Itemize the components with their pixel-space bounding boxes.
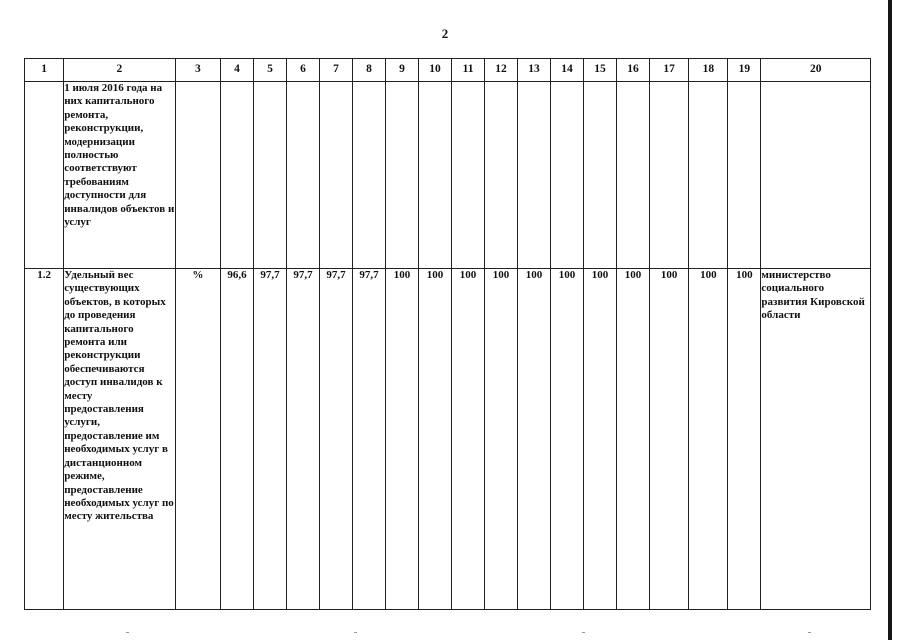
unit-cell: % bbox=[175, 269, 220, 610]
value-cell: 100 bbox=[551, 269, 584, 610]
empty-cell bbox=[320, 82, 353, 269]
row-number-cell bbox=[25, 82, 64, 269]
value-cell: 100 bbox=[386, 269, 419, 610]
value-cell: 96,6 bbox=[221, 269, 254, 610]
value-cell: 100 bbox=[728, 269, 761, 610]
indicator-description: Удельный вес существующих объектов, в которых до проведения капитального ремонта или реконструкции обеспечиваются доступ инвалидов к месту предоставления услуги, предоставление им необходимых услуг в дистанционном режиме, предоставление необходимых услуг по месту жительства bbox=[64, 269, 175, 610]
empty-cell bbox=[386, 82, 419, 269]
column-header: 8 bbox=[353, 59, 386, 82]
empty-cell bbox=[728, 82, 761, 269]
page-number: 2 bbox=[441, 26, 449, 41]
empty-cell bbox=[353, 82, 386, 269]
value-cell: 100 bbox=[689, 269, 728, 610]
column-header: 2 bbox=[64, 59, 175, 82]
empty-cell bbox=[551, 82, 584, 269]
column-header: 9 bbox=[386, 59, 419, 82]
column-header: 17 bbox=[650, 59, 689, 82]
column-header: 11 bbox=[452, 59, 485, 82]
empty-cell bbox=[419, 82, 452, 269]
value-cell: 97,7 bbox=[254, 269, 287, 610]
column-header: 6 bbox=[287, 59, 320, 82]
empty-cell bbox=[287, 82, 320, 269]
column-header: 10 bbox=[419, 59, 452, 82]
value-cell: 100 bbox=[650, 269, 689, 610]
empty-cell bbox=[689, 82, 728, 269]
value-cell: 97,7 bbox=[353, 269, 386, 610]
value-cell: 97,7 bbox=[320, 269, 353, 610]
empty-cell bbox=[650, 82, 689, 269]
empty-cell bbox=[518, 82, 551, 269]
empty-cell bbox=[254, 82, 287, 269]
column-header: 20 bbox=[761, 59, 871, 82]
empty-cell bbox=[221, 82, 254, 269]
table-row bbox=[25, 269, 871, 610]
column-header: 16 bbox=[617, 59, 650, 82]
column-header: 15 bbox=[584, 59, 617, 82]
value-cell: 100 bbox=[518, 269, 551, 610]
column-header: 12 bbox=[485, 59, 518, 82]
empty-cell bbox=[485, 82, 518, 269]
indicator-description: 1 июля 2016 года на них капитального ремонта, реконструкции, модернизации полностью соответствуют требованиям доступности для инвалидов объектов и услуг bbox=[64, 82, 175, 269]
row-number-cell: 1.2 bbox=[25, 269, 64, 610]
column-header: 13 bbox=[518, 59, 551, 82]
empty-cell bbox=[584, 82, 617, 269]
column-header: 14 bbox=[551, 59, 584, 82]
column-header: 1 bbox=[25, 59, 64, 82]
empty-cell bbox=[175, 82, 220, 269]
value-cell: 100 bbox=[485, 269, 518, 610]
value-cell: 100 bbox=[584, 269, 617, 610]
header-row bbox=[25, 59, 871, 82]
value-cell: 100 bbox=[419, 269, 452, 610]
value-cell: 97,7 bbox=[287, 269, 320, 610]
column-header: 3 bbox=[175, 59, 220, 82]
value-cell: 100 bbox=[452, 269, 485, 610]
empty-cell bbox=[761, 82, 871, 269]
column-header: 18 bbox=[689, 59, 728, 82]
value-cell: 100 bbox=[617, 269, 650, 610]
empty-cell bbox=[617, 82, 650, 269]
column-header: 4 bbox=[221, 59, 254, 82]
table-row bbox=[25, 82, 871, 269]
empty-cell bbox=[452, 82, 485, 269]
column-header: 5 bbox=[254, 59, 287, 82]
column-header: 19 bbox=[728, 59, 761, 82]
indicator-table bbox=[24, 58, 871, 610]
responsible-organization: министерство социального развития Кировской области bbox=[761, 269, 871, 610]
column-header: 7 bbox=[320, 59, 353, 82]
scan-edge-shadow bbox=[888, 0, 892, 640]
